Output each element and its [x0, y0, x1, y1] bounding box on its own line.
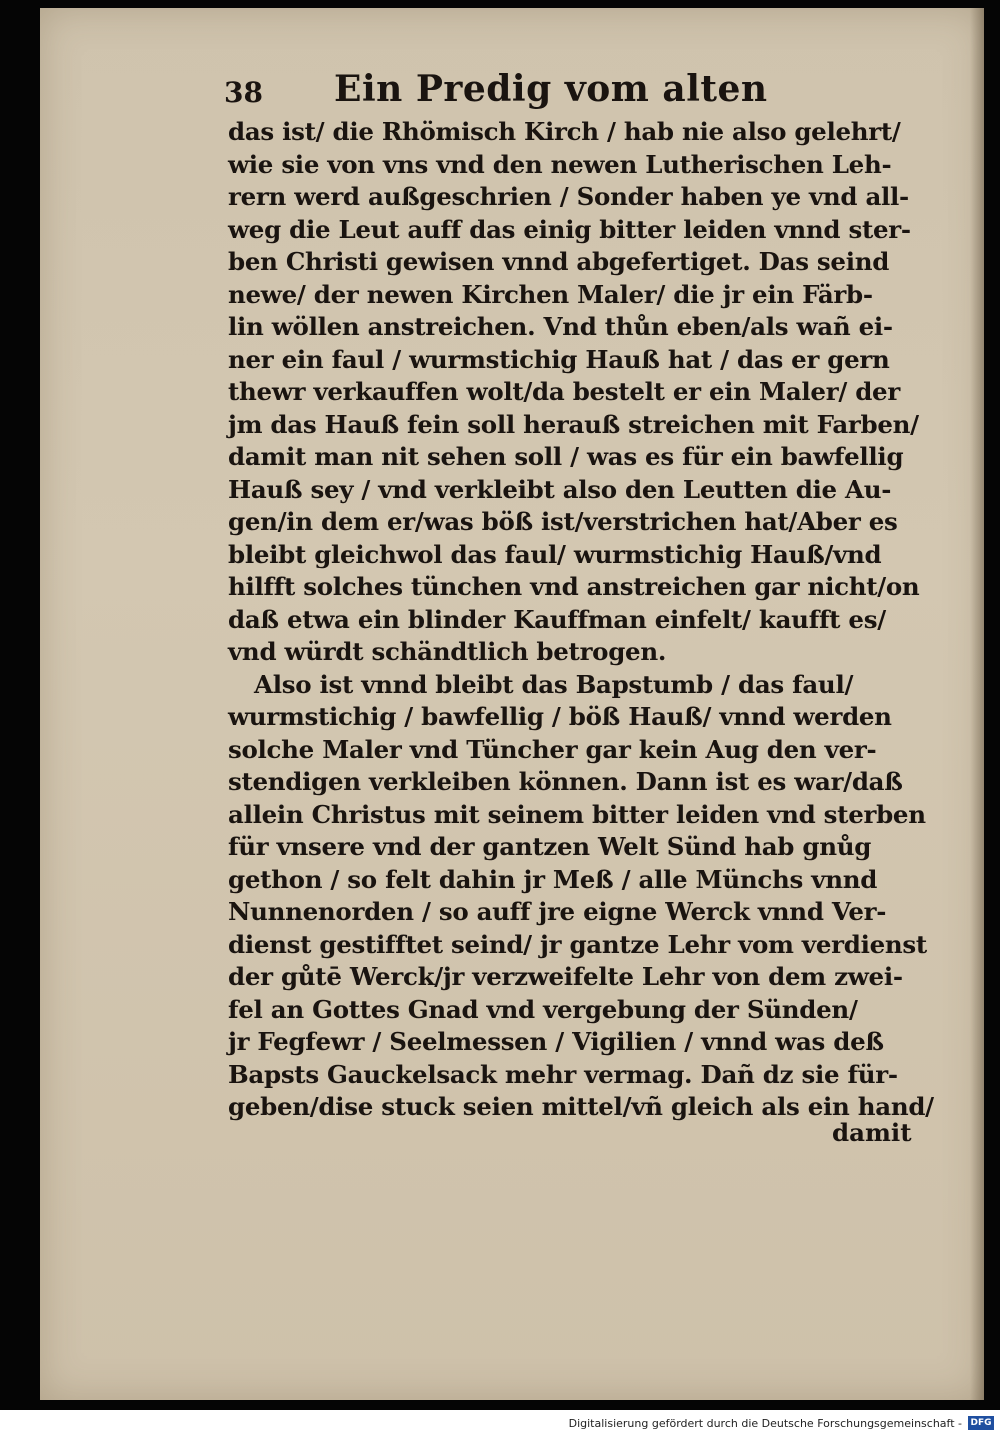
text-line: dienst gestifftet seind/ jr gantze Lehr vom verdienst: [228, 929, 927, 959]
text-line: wurmstichig / bawfellig / böß Hauß/ vnnd werden: [228, 702, 892, 731]
catchword: damit: [832, 1118, 912, 1147]
funding-credit: Digitalisierung gefördert durch die Deutsche Forschungsgemeinschaft -: [568, 1417, 962, 1430]
text-line: rern werd außgeschrien / Sonder haben ye vnd all-: [228, 182, 909, 211]
dfg-logo-icon: DFG: [968, 1416, 994, 1430]
body-text: [228, 116, 934, 1124]
text-line: daß etwa ein blinder Kauffman einfelt/ kaufft es/: [228, 604, 886, 634]
text-line: ner ein faul / wurmstichig Hauß hat / das er gern: [228, 344, 890, 374]
text-line: Hauß sey / vnd verkleibt also den Leutten die Au-: [228, 474, 892, 504]
text-line: hilfft solches tünchen vnd anstreichen gar nicht/on: [228, 572, 920, 601]
text-line: solche Maler vnd Tüncher gar kein Aug den ver-: [228, 734, 877, 764]
text-line: fel an Gottes Gnad vnd vergebung der Sünden/: [228, 994, 858, 1024]
footer-bar: [0, 1410, 1000, 1438]
text-line: gen/in dem er/was böß ist/verstrichen hat/Aber es: [228, 507, 898, 536]
text-line: jr Fegfewr / Seelmessen / Vigilien / vnnd was deß: [228, 1027, 884, 1056]
text-line: geben/dise stuck seien mittel/vñ gleich als ein hand/: [228, 1092, 934, 1121]
paragraph-start-line: Also ist vnnd bleibt das Bapstumb / das faul/: [254, 669, 854, 699]
text-line: newe/ der newen Kirchen Maler/ die jr ein Färb-: [228, 279, 873, 309]
page-header: [224, 68, 768, 118]
text-line: vnd würdt schändtlich betrogen.: [228, 637, 667, 666]
text-line: Bapsts Gauckelsack mehr vermag. Dañ dz sie für-: [228, 1059, 898, 1089]
text-line: für vnsere vnd der gantzen Welt Sünd hab gnůg: [228, 832, 872, 861]
page-number: 38: [224, 76, 263, 109]
text-line: damit man nit sehen soll / was es für ein bawfellig: [228, 442, 904, 471]
text-line: weg die Leut auff das einig bitter leiden vnnd ster-: [228, 214, 911, 244]
text-line: der gůtē Werck/jr verzweifelte Lehr von dem zwei-: [228, 962, 903, 991]
text-line: das ist/ die Rhömisch Kirch / hab nie also gelehrt/: [228, 117, 901, 146]
text-line: allein Christus mit seinem bitter leiden vnd sterben: [228, 799, 926, 829]
text-line: ben Christi gewisen vnnd abgefertiget. Das seind: [228, 247, 890, 276]
page-edge-shadow: [970, 8, 984, 1400]
text-line: bleibt gleichwol das faul/ wurmstichig Hauß/vnd: [228, 539, 882, 569]
text-line: lin wöllen anstreichen. Vnd thůn eben/als wañ ei-: [228, 312, 893, 341]
text-line: jm das Hauß fein soll herauß streichen mit Farben/: [228, 409, 919, 439]
text-line: gethon / so felt dahin jr Meß / alle Münchs vnnd: [228, 864, 878, 894]
text-line: wie sie von vns vnd den newen Lutherischen Leh-: [228, 149, 892, 179]
text-line: thewr verkauffen wolt/da bestelt er ein Maler/ der: [228, 377, 900, 406]
text-line: stendigen verkleiben können. Dann ist es war/daß: [228, 767, 903, 796]
text-line: Nunnenorden / so auff jre eigne Werck vnnd Ver-: [228, 897, 887, 926]
running-title: Ein Predig vom alten: [334, 68, 768, 110]
